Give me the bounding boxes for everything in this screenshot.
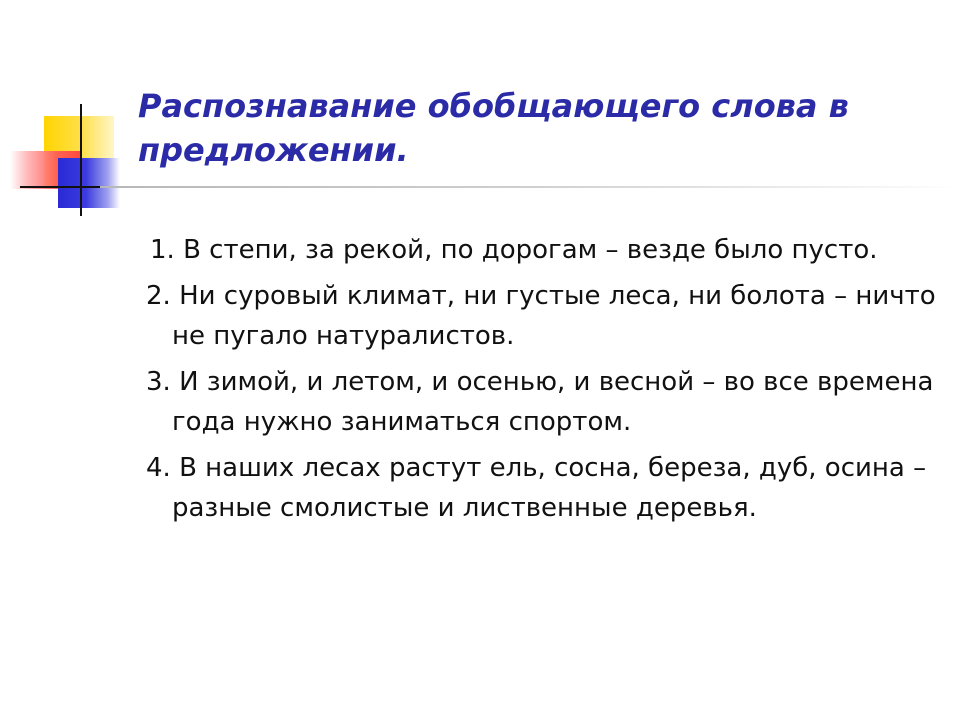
decor-vertical-line [80, 104, 82, 216]
list-item: 4. В наших лесах растут ель, сосна, береза, дуб, осина – разные смолистые и лиственные деревья. [146, 453, 927, 523]
list-item: 3. И зимой, и летом, и осенью, и весной – во все времена года нужно заниматься спортом. [146, 367, 934, 437]
title-underline [100, 186, 960, 188]
list-item: 2. Ни суровый климат, ни густые леса, ни болота – ничто не пугало натуралистов. [146, 281, 936, 351]
slide-title: Распознавание обобщающего слова в предложении. [138, 87, 849, 169]
sentence-list [146, 230, 936, 534]
decor-blue-square [58, 158, 120, 208]
list-item: 1. В степи, за рекой, по дорогам – везде было пусто. [150, 235, 878, 265]
